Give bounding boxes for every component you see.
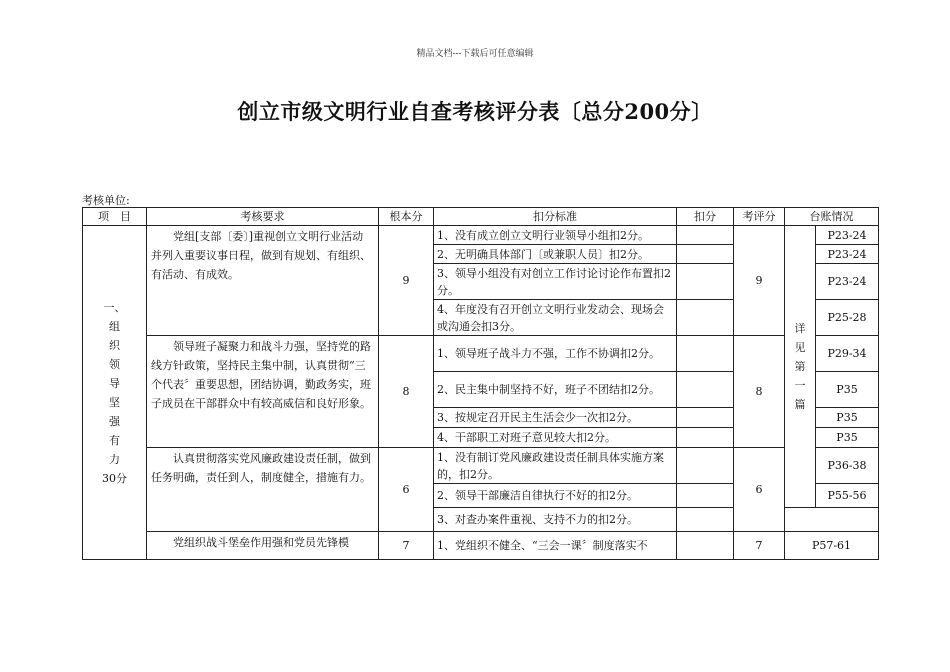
col-header-project: 项 目 [83, 208, 147, 226]
standard-cell: 4、年度没有召开创立文明行业发动会、现场会或沟通会扣3分。 [434, 300, 677, 336]
standard-cell: 3、领导小组没有对创立工作讨论讨论作布置扣2分。 [434, 264, 677, 300]
document-title: 创立市级文明行业自查考核评分表〔总分200分〕 [237, 99, 713, 124]
ledger-page-cell: P23-24 [816, 245, 879, 264]
project-char: 坚 [109, 395, 120, 409]
deduction-cell [677, 336, 734, 372]
assessed-score-cell: 8 [734, 336, 785, 448]
assessed-score-cell: 7 [734, 532, 785, 560]
ledger-char: 见 [794, 341, 806, 354]
deduction-cell [677, 484, 734, 508]
col-header-requirement: 考核要求 [147, 208, 379, 226]
standard-cell: 1、党组织不健全、“三会一课〞制度落实不 [434, 532, 677, 560]
project-char: 导 [109, 376, 120, 390]
standard-cell: 3、按规定召开民主生活会少一次扣2分。 [434, 408, 677, 428]
base-score-cell: 9 [379, 226, 434, 336]
standard-cell: 2、民主集中制坚持不好，班子不团结扣2分。 [434, 372, 677, 408]
deduction-cell [677, 372, 734, 408]
ledger-page-cell: P25-28 [816, 300, 879, 336]
project-char: 领 [109, 357, 120, 371]
col-header-base-score: 根本分 [379, 208, 434, 226]
project-char: 组 [109, 319, 120, 333]
table-row [83, 226, 879, 245]
header-note: 精品文档---下载后可任意编辑 [416, 49, 534, 59]
deduction-cell [677, 428, 734, 448]
score-table [82, 207, 879, 560]
deduction-cell [677, 508, 734, 532]
col-header-assessed-score: 考评分 [734, 208, 785, 226]
deduction-cell [677, 532, 734, 560]
table-row [83, 336, 879, 372]
base-score-cell: 6 [379, 448, 434, 532]
assessment-unit-label: 考核单位: [82, 194, 130, 207]
deduction-cell [677, 448, 734, 484]
col-header-ledger: 台账情况 [785, 208, 879, 226]
base-score-cell: 7 [379, 532, 434, 560]
standard-cell: 3、对查办案件重视、支持不力的扣2分。 [434, 508, 677, 532]
deduction-cell [677, 408, 734, 428]
standard-cell: 1、没有成立创立文明行业领导小组扣2分。 [434, 226, 677, 245]
project-char: 有 [109, 433, 120, 447]
ledger-page-cell: P36-38 [816, 448, 879, 484]
ledger-page-cell: P57-61 [785, 532, 879, 560]
table-row [83, 448, 879, 484]
ledger-char: 一 [794, 379, 806, 392]
project-char: 一、 [103, 300, 126, 314]
col-header-deduction-standard: 扣分标准 [434, 208, 677, 226]
deduction-cell [677, 264, 734, 300]
ledger-char: 篇 [794, 398, 806, 411]
assessed-score-cell: 6 [734, 448, 785, 532]
ledger-char: 详 [794, 322, 806, 335]
project-char: 强 [109, 414, 120, 428]
deduction-cell [677, 300, 734, 336]
standard-cell: 2、无明确具体部门〔或兼职人员〕扣2分。 [434, 245, 677, 264]
ledger-page-cell: P35 [816, 408, 879, 428]
ledger-char: 第 [794, 360, 806, 373]
ledger-page-cell [785, 508, 879, 532]
project-char: 力 [109, 452, 120, 466]
ledger-detail-cell [785, 226, 816, 508]
standard-cell: 4、干部职工对班子意见较大扣2分。 [434, 428, 677, 448]
base-score-cell: 8 [379, 336, 434, 448]
project-cell [83, 226, 147, 560]
requirement-cell: 党组织战斗堡垒作用强和党员先锋模 [147, 532, 379, 560]
ledger-page-cell: P35 [816, 428, 879, 448]
deduction-cell [677, 245, 734, 264]
standard-cell: 1、领导班子战斗力不强，工作不协调扣2分。 [434, 336, 677, 372]
col-header-deduction: 扣分 [677, 208, 734, 226]
ledger-page-cell: P23-24 [816, 226, 879, 245]
standard-cell: 2、领导干部廉洁自律执行不好的扣2分。 [434, 484, 677, 508]
project-char: 30分 [102, 471, 127, 485]
assessed-score-cell: 9 [734, 226, 785, 336]
ledger-page-cell: P23-24 [816, 264, 879, 300]
deduction-cell [677, 226, 734, 245]
requirement-cell: 党组[支部〔委〕]重视创立文明行业活动并列入重要议事日程，做到有规划、有组织、有活动、有成效。 [147, 226, 379, 336]
standard-cell: 1、没有制订党风廉政建设责任制具体实施方案的，扣2分。 [434, 448, 677, 484]
table-row [83, 532, 879, 560]
requirement-cell: 认真贯彻落实党风廉政建设责任制，做到任务明确，责任到人，制度健全，措施有力。 [147, 448, 379, 532]
ledger-page-cell: P55-56 [816, 484, 879, 508]
ledger-page-cell: P35 [816, 372, 879, 408]
table-header-row [83, 208, 879, 226]
ledger-page-cell: P29-34 [816, 336, 879, 372]
requirement-cell: 领导班子凝聚力和战斗力强，坚持党的路线方针政策，坚持民主集中制，认真贯彻“三个代表〞重要思想，团结协调，勤政务实，班子成员在干部群众中有较高威信和良好形象。 [147, 336, 379, 448]
project-char: 织 [109, 338, 120, 352]
